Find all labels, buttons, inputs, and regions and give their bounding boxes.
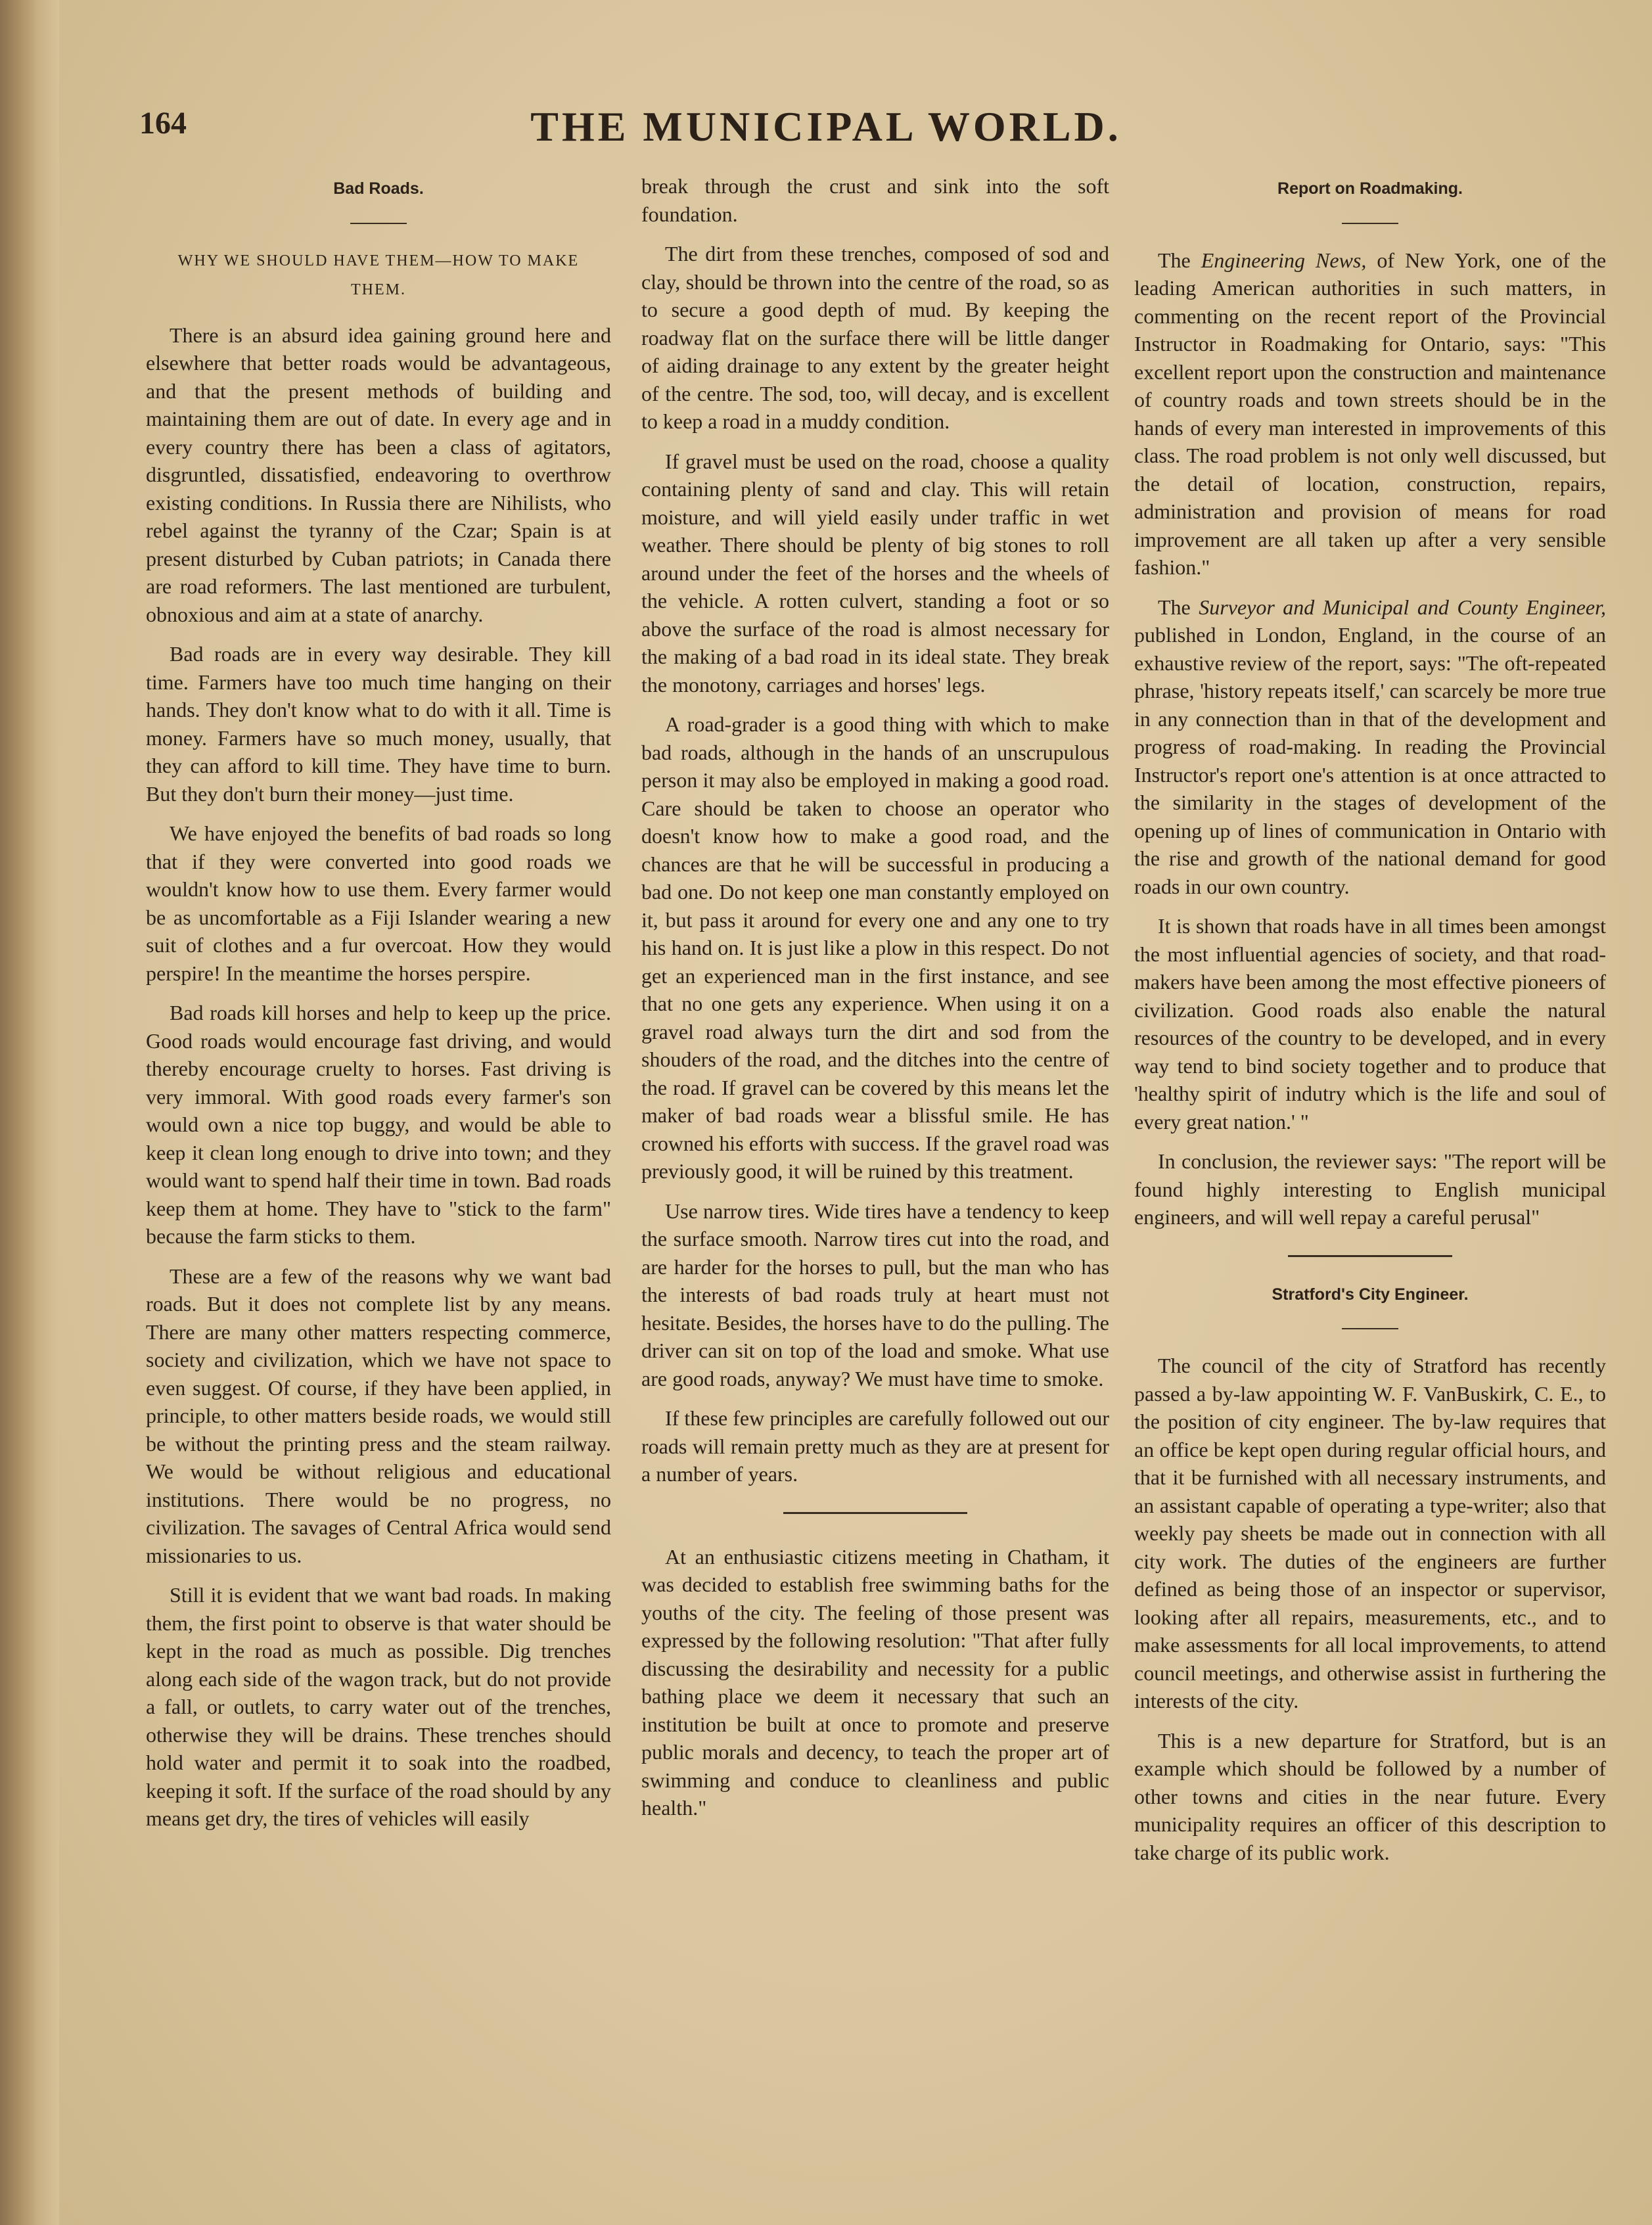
column-2 (641, 172, 1109, 1834)
journal-masthead: THE MUNICIPAL WORLD. (530, 103, 1122, 150)
article-paragraph: If gravel must be used on the road, choose a quality containing plenty of sand and clay. This will retain moisture, and will yield easily under traffic in wet weather. There should be plenty of big stones to roll around under the feet of the horses and the wheels of the vehicle. A rotten culvert, standing a foot or so above the surface of the road is almost necessary for the making of a bad road in its ideal state. They break the monotony, carriages and horses' legs. (641, 449, 1109, 697)
report-paragraph: In conclusion, the reviewer says: "The report will be found highly interesting to English municipal engineers, and will well repay a careful perusal" (1134, 1149, 1606, 1229)
report-paragraph: The Engineering News, of New York, one of the leading American authorities in such matters, in commenting on the recent report of the Provincial Instructor in Roadmaking for Ontario, says: "This excellent report upon the construction and maintenance of country roads and town streets should be in the hands of every man interested in improvements of this class. The road problem is not only well discussed, but the detail of location, construction, repairs, administration and provision of means for road improvement are all taken up after a very sensible fashion." (1134, 248, 1607, 579)
article-paragraph: There is an absurd idea gaining ground here and elsewhere that better roads would be advantageous, and that the present methods of building and maintaining them are out of date. In every age and in every country there has been a class of agitators, disgruntled, dissatisfied, endeavoring to overthrow existing conditions. In Russia there are Nihilists, who rebel against the tyranny of the Czar; Spain is at present disturbed by Cuban patriots; in Canada there are road reformers. The last mentioned are turbulent, obnoxious and aim at a state of anarchy. (146, 323, 611, 626)
article-title-report: Report on Roadmaking. (1277, 179, 1463, 198)
stratford-paragraph: This is a new departure for Stratford, but is an example which should be followed by a number of other towns and cities in the near future. Every municipality requires an officer of this description to take charge of its public work. (1134, 1728, 1606, 1864)
publication-name: Surveyor and Municipal and County Engineer, (1199, 595, 1607, 619)
article-paragraph: We have enjoyed the benefits of bad roads so long that if they were converted into good roads we wouldn't know how to use them. Every farmer would be as uncomfortable as a Fiji Islander wearing a new suit of clothes and a fur overcoat. How they would perspire! In the meantime the horses perspire. (146, 821, 611, 985)
article-paragraph: Bad roads are in every way desirable. They kill time. Farmers have too much time hanging on their hands. They don't know what to do with it all. Time is money. Farmers have so much money, usually, that they can afford to kill time. They have time to burn. But they don't burn their money—just time. (146, 642, 611, 806)
chatham-paragraph: At an enthusiastic citizens meeting in Chatham, it was decided to establish free swimming baths for the youths of the city. The feeling of those present was expressed by the following resolution: "That after fully discussing the desirability and necessity for a public bathing place we deem it necessary that such an institution be built at once to promote and preserve public morals and decency, to teach the proper art of swimming and conduce to cleanliness and public health." (641, 1544, 1109, 1820)
title-rule (1342, 1328, 1398, 1329)
column-3 (1134, 172, 1606, 1878)
section-separator (783, 1512, 967, 1514)
article-title-stratford: Stratford's City Engineer. (1272, 1285, 1469, 1304)
article-subtitle-bad-roads: WHY WE SHOULD HAVE THEM—HOW TO MAKE THEM. (177, 252, 580, 298)
article-paragraph-continued: break through the crust and sink into the soft foundation. (641, 174, 1109, 226)
article-paragraph: A road-grader is a good thing with which to make bad roads, although in the hands of an unscrupulous person it may also be employed in making a good road. Care should be taken to choose an operator who doesn't know how to make a good road, and the chances are that he will be successful in producing a bad one. Do not keep one man constantly employed on it, but pass it around for every one and any one to try his hand on. It is just like a plow in this respect. Do not get an experienced man in the first instance, and see that no one gets any experience. When using it on a gravel road always turn the dirt and sod from the shouders of the road, and the ditches into the centre of the road. If gravel can be covered by this means let the maker of bad roads wear a blissful smile. He has crowned his efforts with success. If the gravel road was previously good, it will be ruined by this treatment. (641, 712, 1109, 1183)
stratford-paragraph: The council of the city of Stratford has recently passed a by-law appointing W. F. VanBuskirk, C. E., to the position of city engineer. The by-law requires that an office be kept open during regular official hours, and that it be furnished with all necessary instruments, and an assistant capable of operating a type-writer; also that weekly pay sheets be made out in connection with all city work. The duties of the engineers are further defined as being those of an inspector or supervisor, looking after all repairs, measurements, etc., and to make assessments for all local improvements, to attend council meetings, and otherwise assist in furthering the interests of the city. (1134, 1354, 1606, 1712)
title-rule (1342, 223, 1398, 224)
report-paragraph: It is shown that roads have in all times been amongst the most influential agencies of society, and that road-makers have been among the most effective pioneers of civilization. Good roads also enable the natural resources of the country to be developed, and in every way tend to bind society together and to produce that 'healthy spirit of indutry which is the life and soul of every great nation.' " (1134, 914, 1606, 1134)
article-paragraph: Still it is evident that we want bad roads. In making them, the first point to observe is that water should be kept in the road as much as possible. Dig trenches along each side of the wagon track, but do not provide a fall, or outlets, to carry water out of the trenches, otherwise they will be drains. These trenches should hold water and permit it to soak into the roadbed, keeping it soft. If the surface of the road should by any means get dry, the tires of vehicles will easily (146, 1583, 611, 1830)
title-rule (350, 223, 407, 224)
column-1 (146, 172, 611, 1845)
article-paragraph: These are a few of the reasons why we want bad roads. But it does not complete list by any means. There are many other matters respecting commerce, society and civilization, which we have not space to even suggest. Of course, if they have been applied, in principle, to other matters beside roads, we would still be without the printing press and the steam railway. We would be without religious and educational institutions. There would be no progress, no civilization. The savages of Central Africa would send missionaries to us. (146, 1264, 611, 1567)
article-paragraph: Use narrow tires. Wide tires have a tendency to keep the surface smooth. Narrow tires cut into the road, and are harder for the horses to pull, but the man who has the interests of bad roads truly at heart must not hesitate. Besides, the horses have to do the pulling. The driver can sit on top of the load and smoke. What use are good roads, anyway? We must have time to smoke. (641, 1199, 1109, 1390)
article-paragraph: Bad roads kill horses and help to keep up the price. Good roads would encourage fast driving, and would thereby encourage cruelty to horses. Fast driving is very immoral. With good roads every farmer's son would own a nice top buggy, and would be able to keep it clean long enough to drive into town; and they would want to spend half their time in town. Bad roads keep them at home. They have to "stick to the farm" because the farm sticks to them. (146, 1001, 611, 1248)
report-paragraph: The Surveyor and Municipal and County Engineer, published in London, England, in the course of an exhaustive review of the report, says: "The oft-repeated phrase, 'history repeats itself,' can scarcely be more true in any connection than in that of the development and progress of road-making. In reading the Provincial Instructor's report one's attention is at once attracted to the similarity in the stages of development of the opening up of lines of communication in Ontario with the rise and growth of the national demand for good roads in our own country. (1134, 595, 1607, 898)
article-paragraph: If these few principles are carefully followed out our roads will remain pretty much as they are at present for a number of years. (641, 1406, 1109, 1486)
page-number: 164 (139, 106, 187, 141)
section-separator (1288, 1255, 1452, 1257)
book-binding-edge (0, 0, 59, 2225)
publication-name: Engineering News, (1201, 248, 1367, 272)
article-paragraph: The dirt from these trenches, composed of sod and clay, should be thrown into the centre of the road, so as to secure a good depth of mud. By keeping the roadway flat on the surface there will be little danger of aiding drainage to any extent by the greater height of the centre. The sod, too, will decay, and is excellent to keep a road in a muddy condition. (641, 242, 1109, 433)
article-title-bad-roads: Bad Roads. (333, 179, 424, 198)
